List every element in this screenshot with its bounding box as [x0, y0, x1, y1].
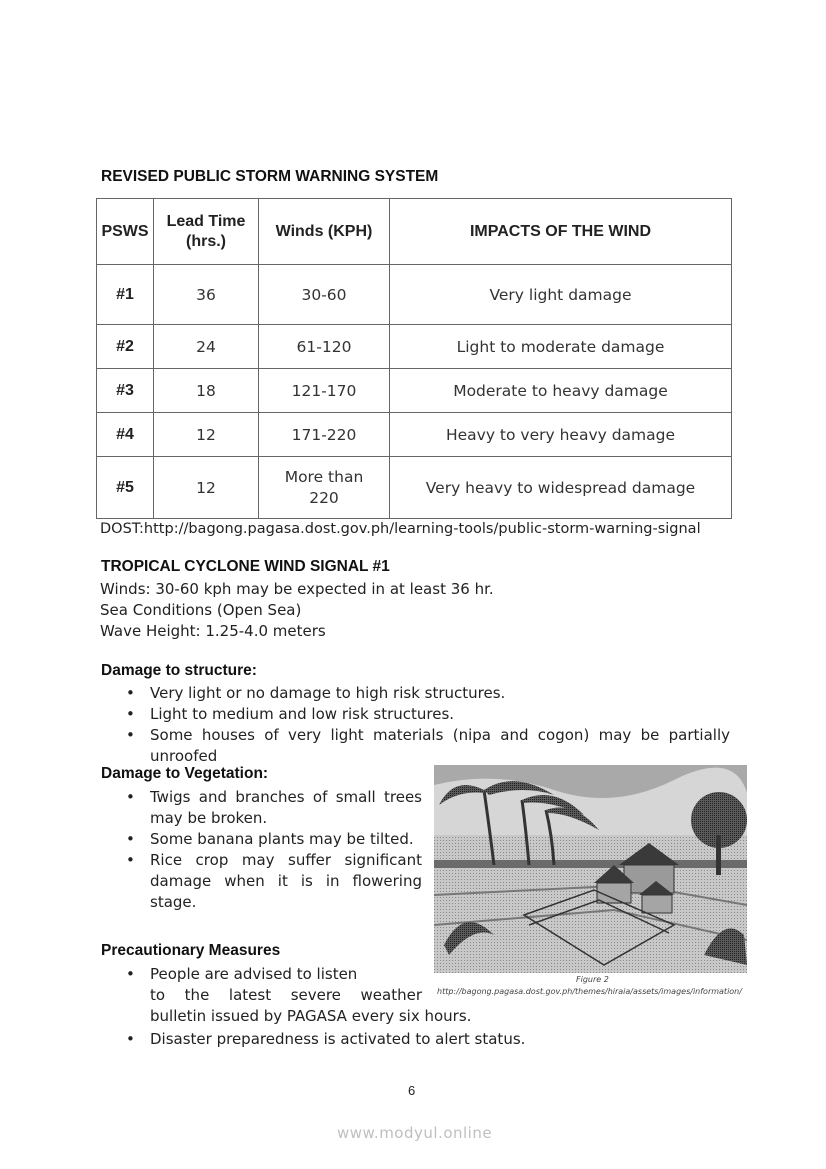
table-row	[97, 265, 732, 325]
signal1-line: Wave Height: 1.25-4.0 meters	[100, 622, 326, 640]
cell-lead: 12	[154, 413, 259, 457]
cell-winds: 171-220	[259, 413, 390, 457]
cell-signal: #3	[97, 369, 154, 413]
header-lead-time: Lead Time (hrs.)	[154, 199, 259, 265]
precaution-title: Precautionary Measures	[101, 942, 281, 959]
damage-vegetation-title: Damage to Vegetation:	[101, 765, 269, 782]
list-item: • Disaster preparedness is activated to alert status.	[100, 1029, 730, 1050]
cell-impact: Very light damage	[390, 265, 732, 325]
list-item: • Some banana plants may be tilted.	[100, 829, 422, 850]
cell-lead: 36	[154, 265, 259, 325]
signal1-details	[100, 579, 494, 642]
farm-storm-illustration	[434, 765, 747, 973]
cell-winds: 30-60	[259, 265, 390, 325]
precaution-line: to the latest severe weather	[150, 986, 422, 1004]
figure-illustration	[434, 765, 747, 973]
table-source: DOST:http://bagong.pagasa.dost.gov.ph/learning-tools/public-storm-warning-signal	[100, 521, 701, 537]
cell-lead: 18	[154, 369, 259, 413]
figure-url: http://bagong.pagasa.dost.gov.ph/themes/hiraia/assets/images/information/	[437, 987, 742, 996]
table-row	[97, 325, 732, 369]
cell-lead: 12	[154, 457, 259, 519]
list-item: • Some houses of very light materials (nipa and cogon) may be partially unroofed	[100, 725, 730, 767]
signal1-title: TROPICAL CYCLONE WIND SIGNAL #1	[101, 558, 390, 575]
cell-signal: #2	[97, 325, 154, 369]
cell-signal: #4	[97, 413, 154, 457]
page-number: 6	[408, 1083, 416, 1098]
list-item: • Light to medium and low risk structures.	[100, 704, 730, 725]
damage-structure-title: Damage to structure:	[101, 662, 257, 679]
precaution-line: bulletin issued by PAGASA every six hours.	[150, 1007, 472, 1025]
cell-impact: Light to moderate damage	[390, 325, 732, 369]
signal1-line: Winds: 30-60 kph may be expected in at least 36 hr.	[100, 580, 494, 598]
list-item: • Rice crop may suffer significant damage when it is in flowering stage.	[100, 850, 422, 913]
table-row	[97, 457, 732, 519]
header-psws: PSWS	[97, 199, 154, 265]
storm-warning-table	[96, 198, 732, 519]
cell-winds: 121-170	[259, 369, 390, 413]
signal1-line: Sea Conditions (Open Sea)	[100, 601, 302, 619]
list-item: • Very light or no damage to high risk structures.	[100, 683, 730, 704]
cell-winds: 61-120	[259, 325, 390, 369]
cell-impact: Heavy to very heavy damage	[390, 413, 732, 457]
cell-impact: Very heavy to widespread damage	[390, 457, 732, 519]
header-impacts: IMPACTS OF THE WIND	[390, 199, 732, 265]
precaution-item1-cont	[150, 985, 472, 1027]
table-row	[97, 413, 732, 457]
cell-signal: #1	[97, 265, 154, 325]
header-winds: Winds (KPH)	[259, 199, 390, 265]
precaution-list-2	[100, 1029, 730, 1050]
watermark: www.modyul.online	[337, 1124, 493, 1142]
cell-lead: 24	[154, 325, 259, 369]
table-header-row	[97, 199, 732, 265]
cell-signal: #5	[97, 457, 154, 519]
cell-winds: More than 220	[259, 457, 390, 519]
damage-vegetation-list	[100, 787, 422, 913]
figure-label: Figure 2	[576, 975, 609, 984]
section-title: REVISED PUBLIC STORM WARNING SYSTEM	[101, 168, 439, 185]
cell-impact: Moderate to heavy damage	[390, 369, 732, 413]
list-item: • Twigs and branches of small trees may be broken.	[100, 787, 422, 829]
table-row	[97, 369, 732, 413]
precaution-item-text: People are advised to listen	[150, 965, 358, 983]
damage-structure-list	[100, 683, 730, 767]
